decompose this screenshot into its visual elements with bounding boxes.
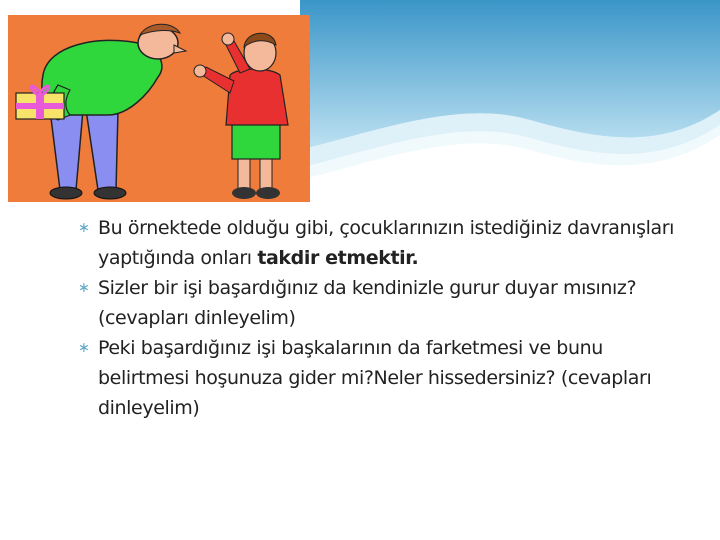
bullet-marker-icon: ∗ [78,220,90,236]
bullet-bold-text: takdir etmektir. [257,247,419,269]
bullet-text: Peki başardığınız işi başkalarının da farketmesi ve bunu belirtmesi hoşunuza gider mi?Neler hissedersiniz? (cevapları dinleyelim) [98,337,652,419]
bullet-text: Sizler bir işi başardığınız da kendinizle gurur duyar mısınız? (cevapları dinleyelim) [98,277,637,329]
bullet-marker-icon: ∗ [78,280,90,296]
bullet-item [78,333,678,423]
decorative-wave-banner [300,0,720,200]
bullet-marker-icon: ∗ [78,340,90,356]
bullet-item [78,213,678,273]
bullet-text: Bu örnektede olduğu gibi, çocuklarınızın istediğiniz davranışları yaptığında onları [98,217,674,269]
man-and-boy-gift-illustration [8,15,310,202]
bullet-list [78,213,678,423]
bullet-item [78,273,678,333]
